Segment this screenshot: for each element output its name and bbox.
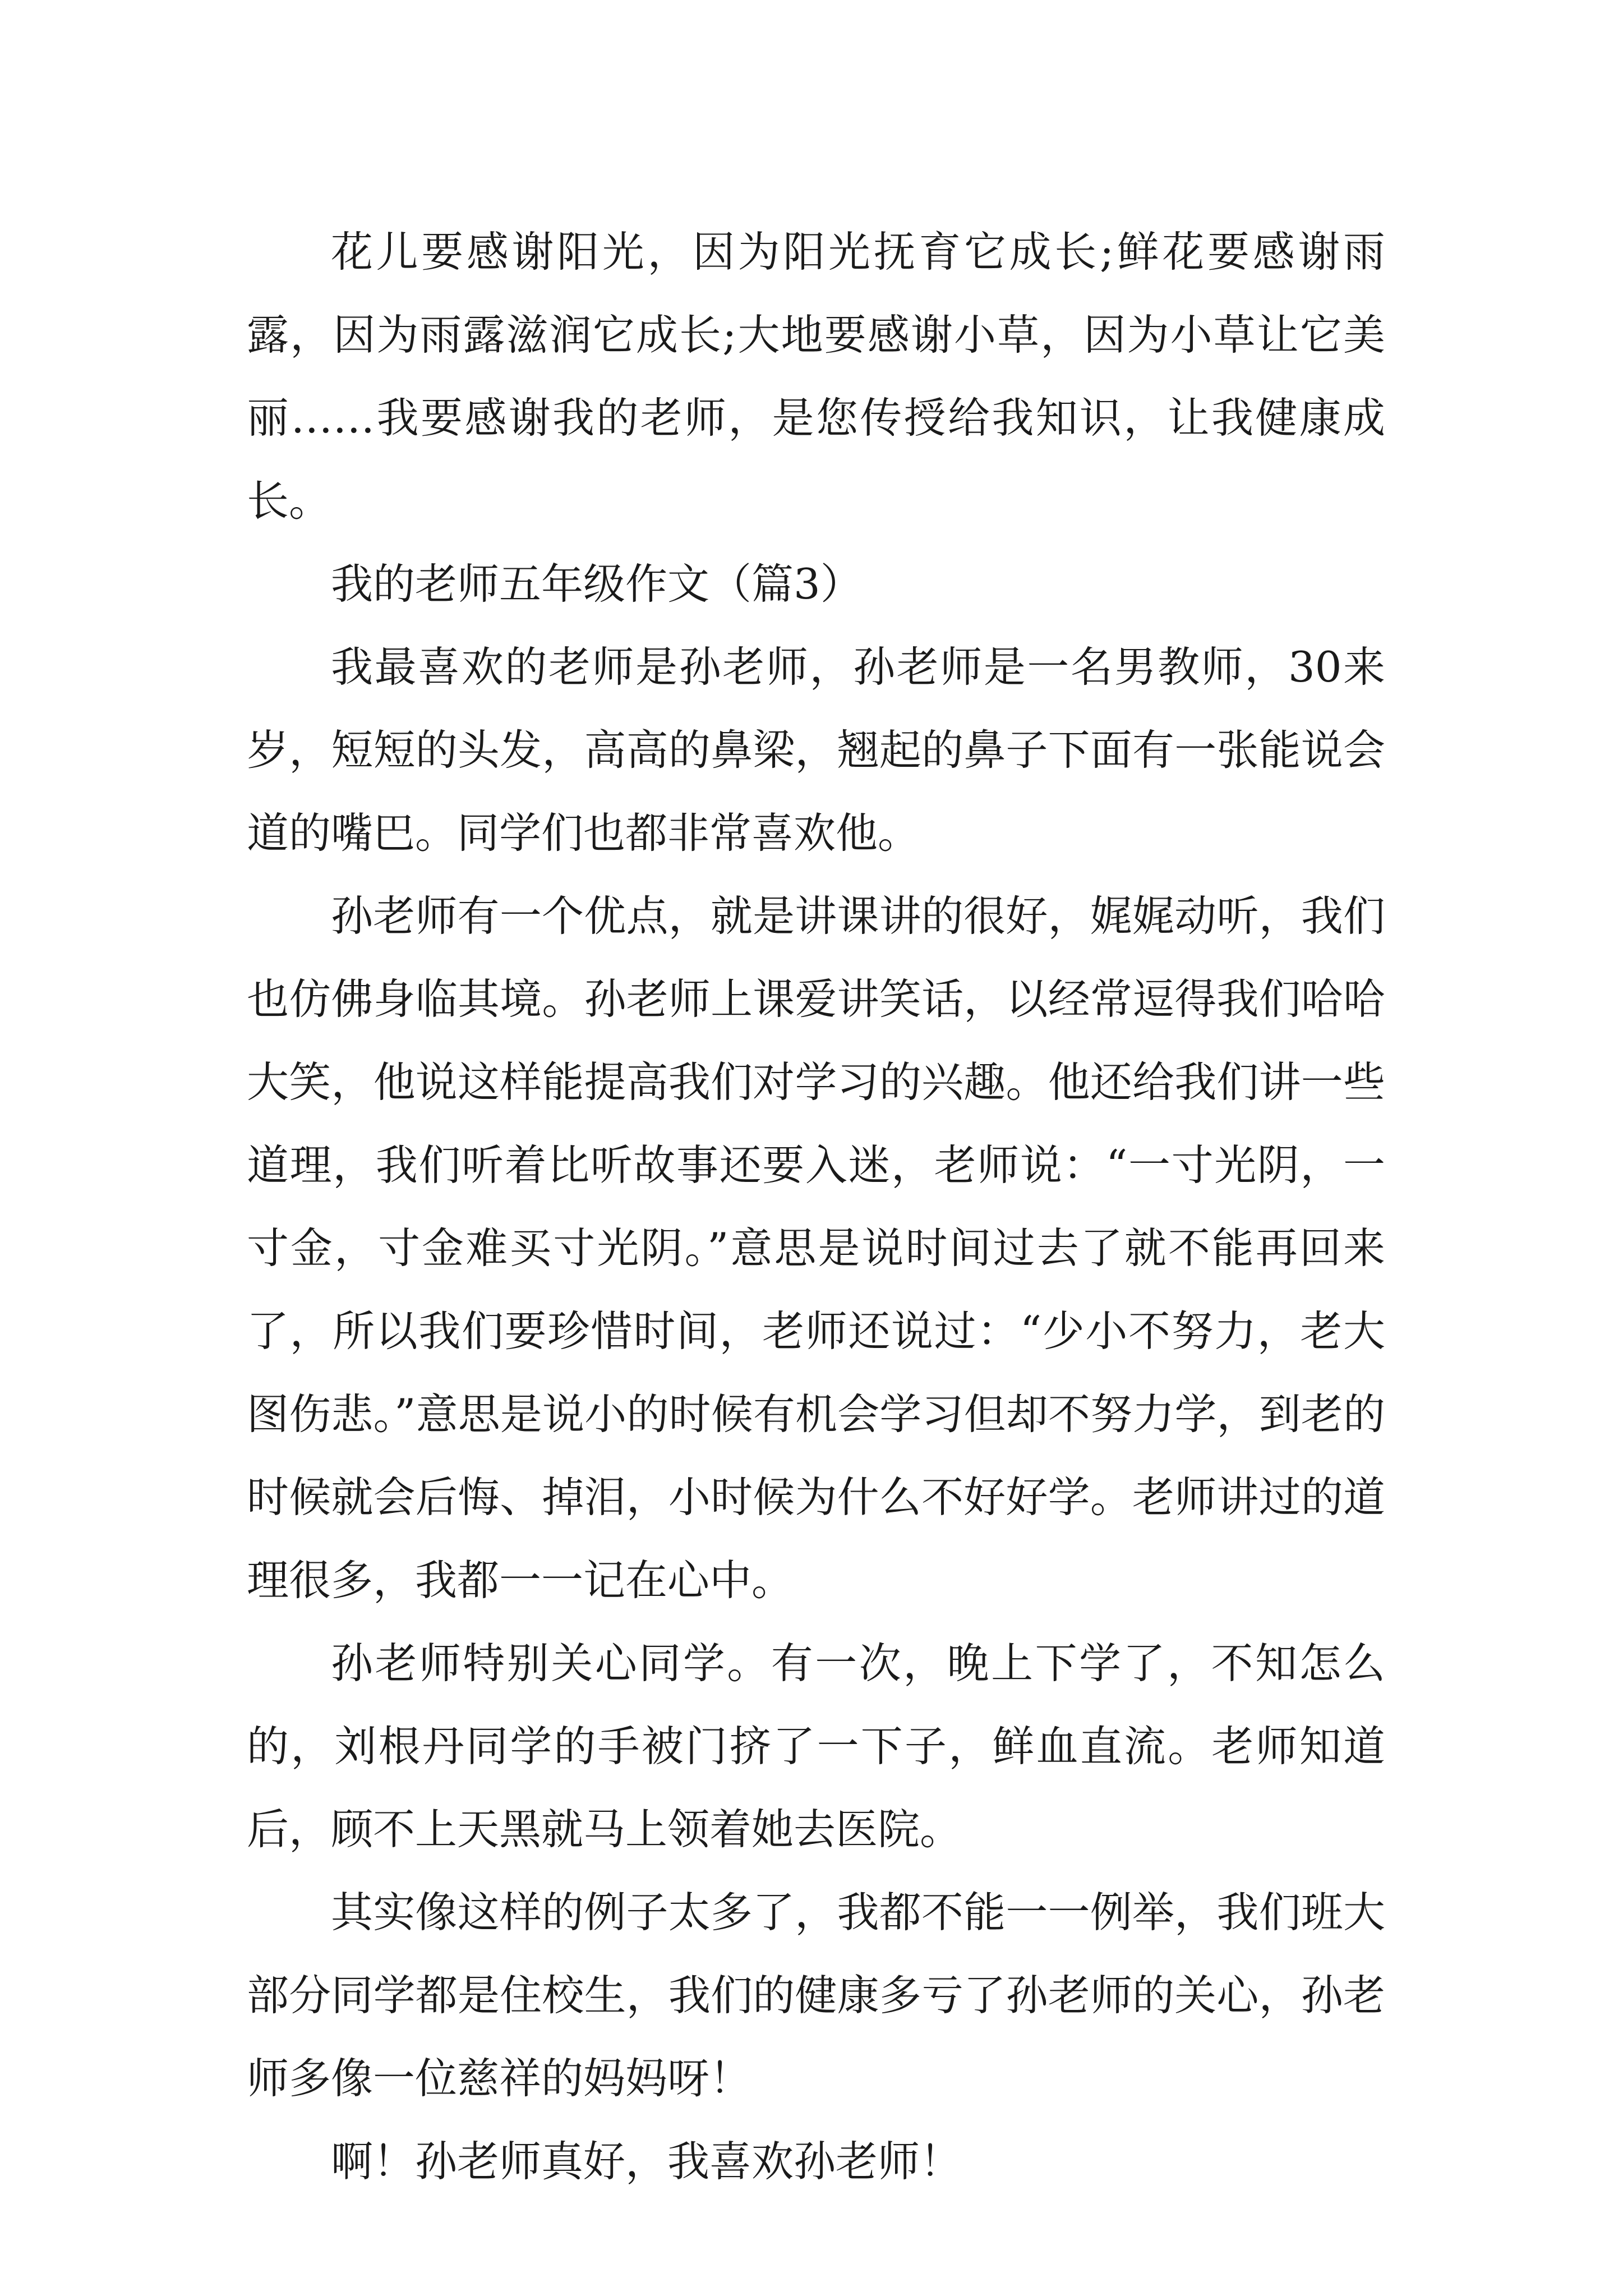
- paragraph-examples: 其实像这样的例子太多了，我都不能一一例举，我们班大部分同学都是住校生，我们的健康多亏了孙老师的关心，孙老师多像一位慈祥的妈妈呀！: [247, 1888, 1385, 2103]
- paragraph-intro: 花儿要感谢阳光，因为阳光抚育它成长;鲜花要感谢雨露，因为雨露滋润它成长;大地要感谢小草，因为小草让它美丽……我要感谢我的老师，是您传授给我知识，让我健康成长。: [247, 227, 1385, 526]
- paragraph-description: 我最喜欢的老师是孙老师，孙老师是一名男教师，30来岁，短短的头发，高高的鼻梁，翘起的鼻子下面有一张能说会道的嘴巴。同学们也都非常喜欢他。: [247, 642, 1385, 858]
- essay-body: [247, 210, 1385, 2203]
- paragraph-teaching: 孙老师有一个优点，就是讲课讲的很好，娓娓动听，我们也仿佛身临其境。孙老师上课爱讲笑话，以经常逗得我们哈哈大笑，他说这样能提高我们对学习的兴趣。他还给我们讲一些道理，我们听着比听故事还要入迷，老师说：“一寸光阴，一寸金，寸金难买寸光阴。”意思是说时间过去了就不能再回来了，所以我们要珍惜时间，老师还说过：“少小不努力，老大图伤悲。”意思是说小的时候有机会学习但却不努力学，到老的时候就会后悔、掉泪，小时候为什么不好好学。老师讲过的道理很多，我都一一记在心中。: [247, 891, 1385, 1605]
- section-heading: 我的老师五年级作文（篇3）: [331, 559, 863, 609]
- paragraph-closing: 啊！孙老师真好，我喜欢孙老师！: [331, 2137, 962, 2186]
- paragraph-care: 孙老师特别关心同学。有一次，晚上下学了，不知怎么的，刘根丹同学的手被门挤了一下子，鲜血直流。老师知道后，顾不上天黑就马上领着她去医院。: [247, 1639, 1385, 1854]
